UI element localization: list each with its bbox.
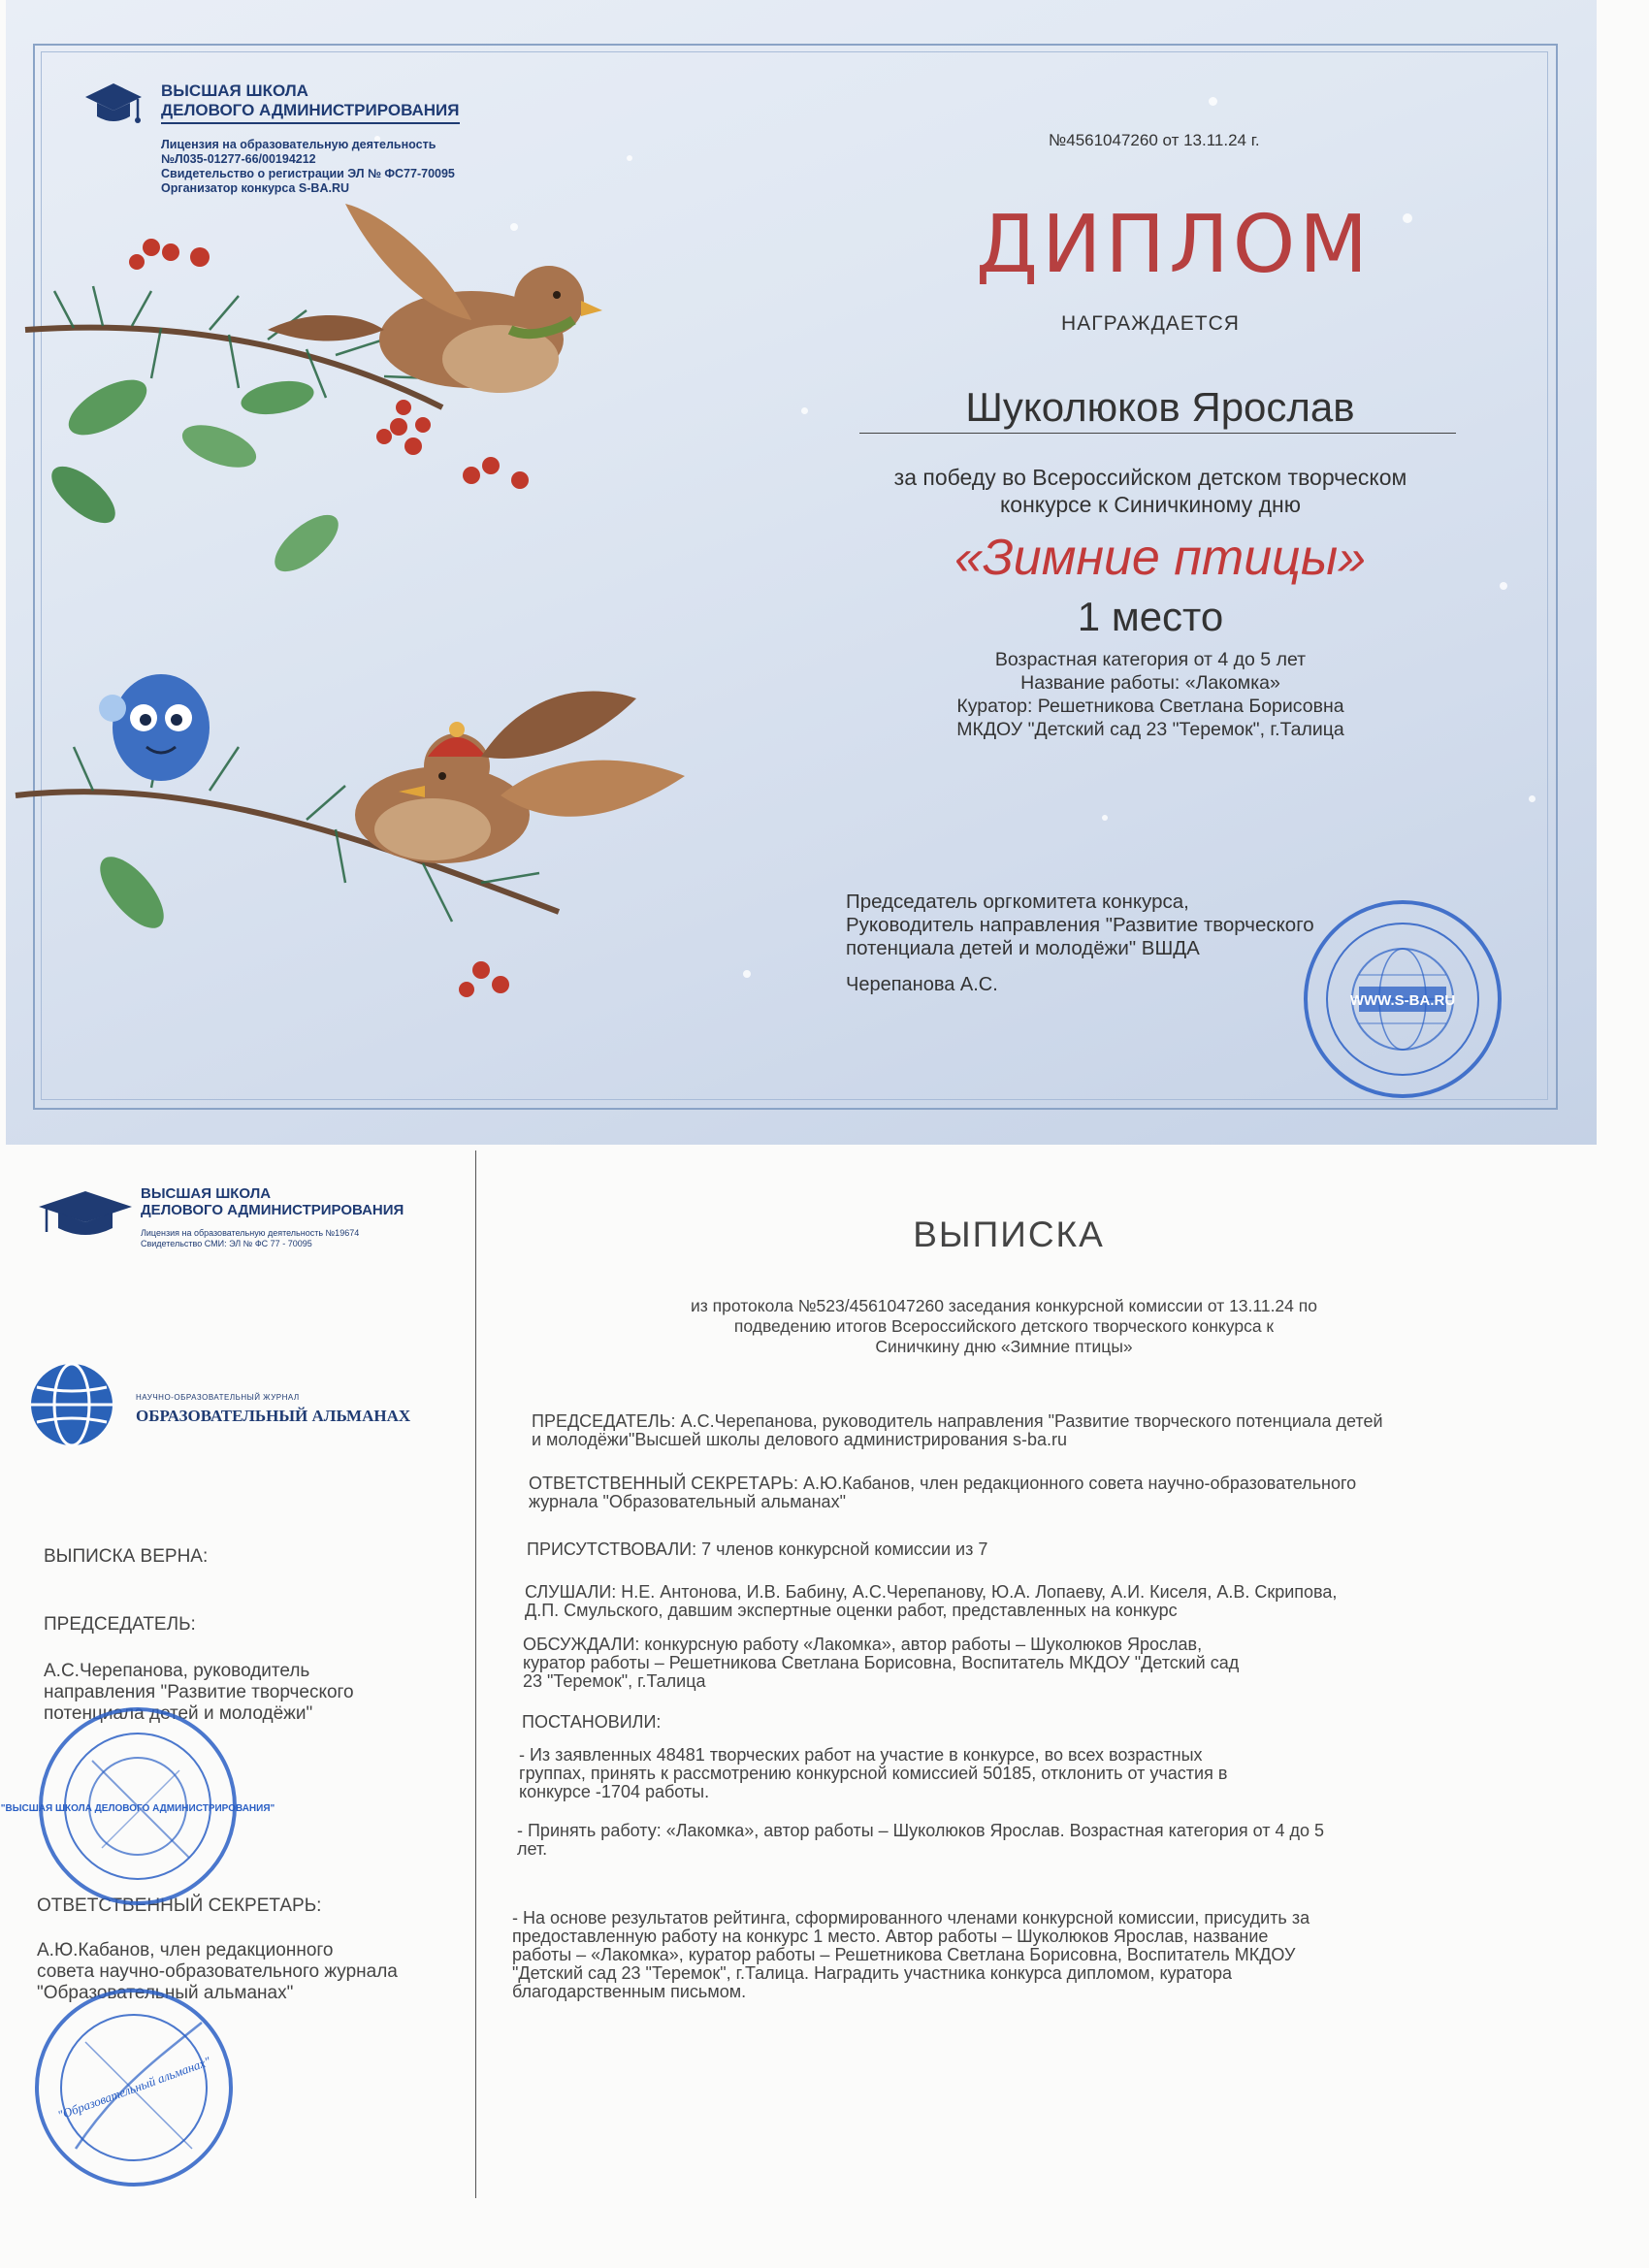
paragraph-line: журнала "Образовательный альманах"	[529, 1492, 846, 1511]
protocol-text	[621, 1296, 1387, 1357]
verified-label: ВЫПИСКА ВЕРНА:	[44, 1546, 209, 1567]
diploma-title: ДИПЛОМ	[976, 199, 1373, 291]
present-paragraph: ПРИСУТСТВОВАЛИ: 7 членов конкурсной комиссии из 7	[527, 1539, 988, 1559]
curator: Куратор: Решетникова Светлана Борисовна	[956, 696, 1344, 717]
extract-org-name	[141, 1185, 404, 1218]
almanac-title: ОБРАЗОВАТЕЛЬНЫЙ АЛЬМАНАХ	[136, 1407, 411, 1425]
protocol-line: Синичкину дню «Зимние птицы»	[875, 1337, 1133, 1356]
graduation-cap-logo-icon	[83, 76, 144, 136]
signature-line: Руководитель направления "Развитие творческого	[846, 914, 1314, 936]
extract-title: ВЫПИСКА	[913, 1215, 1105, 1254]
paragraph-line: конкурсе -1704 работы.	[519, 1782, 710, 1801]
winner-underline	[859, 433, 1456, 434]
round-stamp-icon	[0, 1702, 275, 1911]
awarded-label: НАГРАЖДАЕТСЯ	[1061, 312, 1240, 335]
institution: МКДОУ "Детский сад 23 "Теремок", г.Талица	[956, 719, 1344, 740]
snowflake	[1403, 213, 1412, 223]
paragraph-line: предоставленную работу на конкурс 1 место. Автор работы – Шуколюков Ярослав, название	[512, 1927, 1269, 1946]
paragraph-line: работы – «Лакомка», куратор работы – Решетникова Светлана Борисовна, Воспитатель МКДОУ	[512, 1945, 1296, 1964]
extract-org-details	[141, 1228, 359, 1249]
signature-line: Председатель оргкомитета конкурса,	[846, 891, 1189, 913]
chair-label: ПРЕДСЕДАТЕЛЬ:	[44, 1614, 196, 1635]
winter-birds-illustration	[16, 291, 695, 1086]
graduation-cap-logo-icon	[37, 1185, 134, 1246]
resolution-2	[517, 1822, 1324, 1859]
org-name-line: ДЕЛОВОГО АДМИНИСТРИРОВАНИЯ	[141, 1202, 404, 1218]
paragraph-line: - Из заявленных 48481 творческих работ на участие в конкурсе, во всех возрастных	[519, 1745, 1203, 1765]
paragraph-line: - Принять работу: «Лакомка», автор работы – Шуколюков Ярослав. Возрастная категория от 4 до 5	[517, 1821, 1324, 1840]
org-name-line: ВЫСШАЯ ШКОЛА	[141, 1185, 272, 1202]
snowflake	[1529, 795, 1536, 802]
org-name-line: ДЕЛОВОГО АДМИНИСТРИРОВАНИЯ	[161, 101, 460, 124]
for-victory-line: конкурсе к Синичкиному дню	[999, 492, 1302, 517]
resolved-label: ПОСТАНОВИЛИ:	[522, 1712, 662, 1732]
license-text: Лицензия на образовательную деятельность	[161, 138, 436, 151]
winner-name: Шуколюков Ярослав	[965, 384, 1355, 430]
secretary-paragraph	[529, 1474, 1356, 1511]
org-name-line: ВЫСШАЯ ШКОЛА	[161, 81, 308, 100]
column-divider	[475, 1150, 476, 2198]
license-number: №Л035-01277-66/00194212	[161, 152, 316, 166]
for-victory-text	[840, 464, 1461, 518]
diploma	[6, 0, 1597, 1145]
snowflake	[1209, 97, 1217, 106]
contest-name: «Зимние птицы»	[954, 530, 1367, 586]
protocol-line: подведению итогов Всероссийского детского творческого конкурса к	[733, 1316, 1275, 1336]
discussed-paragraph	[523, 1636, 1239, 1691]
paragraph-line: - На основе результатов рейтинга, сформированного членами конкурсной комиссии, присудить за	[512, 1908, 1310, 1928]
paragraph-line: группах, принять к рассмотрению конкурсной комиссией 50185, отклонить от участия в	[519, 1764, 1228, 1783]
work-name: Название работы: «Лакомка»	[1020, 672, 1280, 694]
place: 1 место	[1077, 594, 1224, 639]
diploma-org-details	[161, 138, 455, 196]
protocol-line: из протокола №523/4561047260 заседания конкурсной комиссии от 13.11.24 по	[691, 1296, 1317, 1315]
signature-block	[846, 891, 1314, 960]
signature-line: потенциала детей и молодёжи" ВШДА	[846, 937, 1200, 959]
secretary-info-line: "Образовательный альманах"	[37, 1983, 294, 2003]
paragraph-line: благодарственным письмом.	[512, 1982, 747, 2001]
award-details	[879, 648, 1422, 741]
chair-info-line: потенциала детей и молодёжи"	[44, 1703, 313, 1724]
for-victory-line: за победу во Всероссийском детском творческом	[893, 465, 1407, 490]
snowflake	[1102, 815, 1108, 821]
chairman-paragraph	[532, 1412, 1383, 1449]
paragraph-line: ПРЕДСЕДАТЕЛЬ: А.С.Черепанова, руководитель направления "Развитие творческого потенциала детей	[532, 1411, 1383, 1431]
secretary-info-line: А.Ю.Кабанов, член редакционного	[37, 1940, 334, 1960]
paragraph-line: Д.П. Смульского, давшим экспертные оценки работ, представленных на конкурс	[525, 1601, 1178, 1620]
round-stamp-icon	[27, 1984, 241, 2192]
paragraph-line: куратор работы – Решетникова Светлана Борисовна, Воспитатель МКДОУ "Детский сад	[523, 1653, 1240, 1672]
certificate-number: №4561047260 от 13.11.24 г.	[1049, 131, 1260, 149]
round-stamp-icon	[1301, 897, 1504, 1101]
registration-text: Свидетельство СМИ: ЭЛ № ФС 77 - 70095	[141, 1239, 312, 1248]
resolution-3	[512, 1909, 1310, 2001]
paragraph-line: лет.	[517, 1839, 548, 1859]
organizer-text: Организатор конкурса S-BA.RU	[161, 181, 350, 195]
blue-mascot	[99, 674, 210, 781]
snowflake	[743, 970, 751, 978]
paragraph-line: СЛУШАЛИ: Н.Е. Антонова, И.В. Бабину, А.С.Черепанову, Ю.А. Лопаеву, А.И. Киселя, А.В. Скрипова,	[525, 1582, 1338, 1602]
globe-logo-icon	[27, 1360, 116, 1449]
license-text: Лицензия на образовательную деятельность №19674	[141, 1228, 360, 1238]
snowflake	[1500, 582, 1507, 590]
secretary-label: ОТВЕТСТВЕННЫЙ СЕКРЕТАРЬ:	[37, 1895, 322, 1916]
heard-paragraph	[525, 1583, 1337, 1620]
snowflake	[627, 155, 632, 161]
almanac-subtitle: НАУЧНО-ОБРАЗОВАТЕЛЬНЫЙ ЖУРНАЛ	[136, 1393, 300, 1402]
signature-name: Черепанова А.С.	[846, 974, 998, 995]
snowflake	[510, 223, 518, 231]
resolution-1	[519, 1746, 1227, 1801]
diploma-org-name	[161, 81, 460, 124]
secretary-info-line: совета научно-образовательного журнала	[37, 1961, 398, 1982]
age-category: Возрастная категория от 4 до 5 лет	[994, 649, 1307, 670]
paragraph-line: и молодёжи"Высшей школы делового администрирования s-ba.ru	[532, 1430, 1067, 1449]
stamp-text: WWW.S-BA.RU	[1349, 992, 1456, 1009]
snowflake	[801, 407, 808, 414]
paragraph-line: ОТВЕТСТВЕННЫЙ СЕКРЕТАРЬ: А.Ю.Кабанов, член редакционного совета научно-образовательного	[529, 1474, 1357, 1493]
chair-info-line: направления "Развитие творческого	[44, 1682, 354, 1702]
paragraph-line: 23 "Теремок", г.Талица	[523, 1671, 706, 1691]
stamp-text: "Образовательный альманах"	[55, 2053, 212, 2122]
registration-text: Свидетельство о регистрации ЭЛ № ФС77-70095	[161, 167, 455, 180]
paragraph-line: "Детский сад 23 "Теремок", г.Талица. Наградить участника конкурса дипломом, куратора	[512, 1963, 1233, 1983]
paragraph-line: ОБСУЖДАЛИ: конкурсную работу «Лакомка», автор работы – Шуколюков Ярослав,	[523, 1635, 1203, 1654]
stamp-text: "ВЫСШАЯ ШКОЛА ДЕЛОВОГО АДМИНИСТРИРОВАНИЯ"	[0, 1803, 275, 1814]
lower-bird	[355, 692, 685, 864]
chair-info-line: А.С.Черепанова, руководитель	[44, 1661, 310, 1681]
